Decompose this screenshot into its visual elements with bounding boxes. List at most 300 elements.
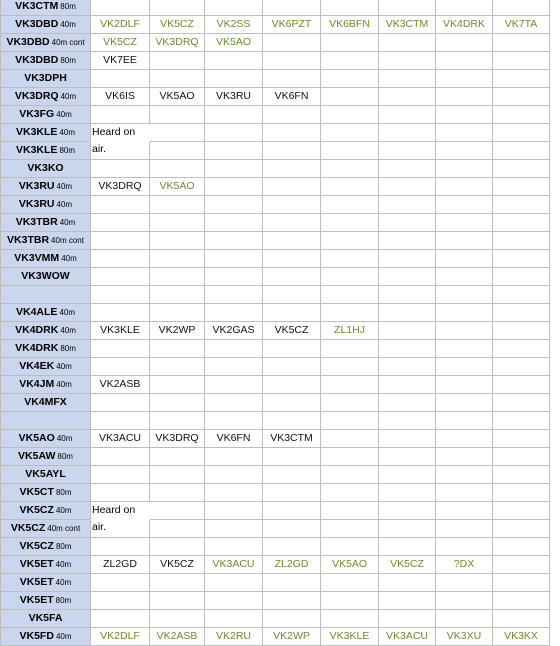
callsign-cell	[0, 196, 91, 214]
band-label: 40m	[56, 362, 72, 371]
contact-cell	[321, 574, 379, 592]
band-label: 40m	[55, 560, 72, 569]
callsign-cell	[0, 52, 91, 70]
contact-cell	[321, 70, 379, 88]
contact-cell	[205, 286, 263, 304]
contact-cell	[205, 520, 263, 538]
contact-cell	[493, 322, 550, 340]
table-row	[0, 232, 560, 250]
table-row	[0, 484, 560, 502]
callsign: VK5ET	[19, 594, 54, 606]
contact-cell	[205, 142, 263, 160]
contact-cell	[263, 502, 321, 520]
contact-cell	[379, 250, 436, 268]
contact-cell	[321, 232, 379, 250]
callsign-cell	[0, 304, 91, 322]
contact-cell	[379, 124, 436, 142]
contact-cell: VK6FN	[263, 88, 321, 106]
callsign-cell	[0, 88, 91, 106]
contact-cell	[205, 304, 263, 322]
contact-cell: VK3KX	[493, 628, 550, 646]
contact-cell: VK7EE	[91, 52, 150, 70]
callsign: VK3KLE	[16, 126, 58, 138]
contact-cell	[263, 70, 321, 88]
contact-cell	[493, 268, 550, 286]
table-row	[0, 592, 560, 610]
band-label: 80m	[57, 452, 73, 461]
contact-cell: ZL1HJ	[321, 322, 379, 340]
callsign-cell	[0, 484, 91, 502]
table-row	[0, 0, 560, 16]
band-label: 40m	[56, 182, 73, 191]
contact-cell	[91, 538, 150, 556]
contact-cell: VK3DRQ	[91, 178, 150, 196]
contact-cell	[150, 70, 205, 88]
table-row	[0, 178, 560, 196]
contact-cell	[91, 358, 150, 376]
callsign-cell	[0, 466, 91, 484]
contact-cell	[436, 466, 493, 484]
contact-cell: VK3KLE	[321, 628, 379, 646]
contact-cell	[263, 124, 321, 142]
contact-cell	[263, 286, 321, 304]
table-row	[0, 142, 560, 160]
contact-cell	[436, 286, 493, 304]
contact-cell	[379, 592, 436, 610]
contact-cell: VK2ASB	[91, 376, 150, 394]
contact-cell	[150, 52, 205, 70]
contact-cell	[321, 466, 379, 484]
callsign: VK3RU	[18, 198, 55, 210]
contact-cell	[205, 70, 263, 88]
contact-cell	[263, 34, 321, 52]
callsign: VK3FG	[19, 108, 55, 120]
contact-cell	[205, 394, 263, 412]
table-row	[0, 556, 560, 574]
contact-cell	[91, 412, 150, 430]
contact-cell	[91, 142, 150, 160]
contact-cell	[263, 412, 321, 430]
contact-cell	[493, 142, 550, 160]
contact-cell	[263, 520, 321, 538]
contact-cell	[436, 34, 493, 52]
contact-cell	[321, 304, 379, 322]
contact-cell	[91, 466, 150, 484]
callsign: VK5CT	[19, 486, 54, 498]
contact-cell	[493, 484, 550, 502]
contact-cell	[379, 268, 436, 286]
callsign-cell	[0, 16, 91, 34]
callsign: VK3KO	[27, 162, 64, 174]
contact-cell	[379, 214, 436, 232]
contact-cell	[436, 178, 493, 196]
contact-cell	[321, 0, 379, 16]
contact-cell	[379, 178, 436, 196]
contact-cell	[321, 430, 379, 448]
band-label: 80m	[60, 344, 76, 353]
table-row	[0, 16, 560, 34]
contact-cell	[263, 484, 321, 502]
band-label: 40m	[59, 218, 76, 227]
note-text: Heard on air.	[91, 124, 150, 142]
contact-cell	[150, 160, 205, 178]
table-row	[0, 574, 560, 592]
contact-cell	[263, 592, 321, 610]
contact-cell	[321, 394, 379, 412]
contact-cell: VK5CZ	[150, 16, 205, 34]
table-row	[0, 88, 560, 106]
contact-cell: VK2ASB	[150, 628, 205, 646]
contact-cell	[321, 52, 379, 70]
contact-cell	[150, 196, 205, 214]
callsign: VK5CZ	[19, 504, 54, 516]
contact-cell	[436, 196, 493, 214]
contact-cell	[493, 286, 550, 304]
callsign-cell	[0, 124, 91, 142]
band-label: 40m	[55, 578, 72, 587]
band-label: 40m	[61, 254, 77, 263]
contact-cell	[150, 232, 205, 250]
contact-cell	[321, 376, 379, 394]
contact-cell	[493, 502, 550, 520]
table-row	[0, 250, 560, 268]
contact-cell	[150, 268, 205, 286]
contact-cell	[321, 268, 379, 286]
contact-cell	[379, 574, 436, 592]
contact-cell	[263, 196, 321, 214]
table-row	[0, 70, 560, 88]
contact-cell	[436, 430, 493, 448]
contact-cell	[379, 466, 436, 484]
callsign-cell	[0, 394, 91, 412]
callsign-cell	[0, 268, 91, 286]
contact-cell	[321, 538, 379, 556]
contact-cell	[436, 574, 493, 592]
contact-cell	[150, 574, 205, 592]
callsign-cell	[0, 0, 91, 16]
contact-cell	[379, 610, 436, 628]
contact-cell	[493, 412, 550, 430]
contact-cell: VK3XU	[436, 628, 493, 646]
contact-cell	[436, 142, 493, 160]
contact-cell: VK2GAS	[205, 322, 263, 340]
contact-cell	[321, 286, 379, 304]
contact-cell	[205, 0, 263, 16]
table-row	[0, 52, 560, 70]
contact-cell	[205, 178, 263, 196]
contact-cell	[263, 394, 321, 412]
contact-cell	[205, 358, 263, 376]
contact-cell	[150, 538, 205, 556]
contact-cell	[436, 322, 493, 340]
contact-cell	[205, 466, 263, 484]
contact-cell	[379, 538, 436, 556]
contact-cell	[91, 484, 150, 502]
table-row	[0, 610, 560, 628]
contact-cell	[493, 178, 550, 196]
contact-cell	[436, 376, 493, 394]
contact-cell	[493, 358, 550, 376]
contact-cell	[493, 466, 550, 484]
contact-cell: ?DX	[436, 556, 493, 574]
contact-cell	[321, 124, 379, 142]
band-label: 80m	[59, 146, 75, 155]
contact-cell	[379, 52, 436, 70]
table-row	[0, 412, 560, 430]
table-row	[0, 340, 560, 358]
contact-cell	[436, 106, 493, 124]
contact-cell	[493, 430, 550, 448]
callsign: VK3KLE	[16, 144, 58, 156]
callsign-cell	[0, 70, 91, 88]
contact-cell	[379, 34, 436, 52]
contact-cell	[150, 502, 205, 520]
contact-cell	[150, 376, 205, 394]
table-row	[0, 322, 560, 340]
contact-cell	[493, 304, 550, 322]
contact-cell	[436, 0, 493, 16]
contact-cell	[263, 178, 321, 196]
contact-cell	[436, 502, 493, 520]
contact-cell	[263, 376, 321, 394]
callsign-cell	[0, 610, 91, 628]
contact-cell	[379, 106, 436, 124]
contact-cell	[205, 196, 263, 214]
contact-cell	[436, 304, 493, 322]
contact-cell	[379, 196, 436, 214]
band-label: 80m	[60, 56, 76, 65]
contact-cell	[150, 0, 205, 16]
contact-cell: VK3CTM	[379, 16, 436, 34]
contact-cell: VK6PZT	[263, 16, 321, 34]
contact-cell	[205, 610, 263, 628]
table-row	[0, 34, 560, 52]
contact-cell	[493, 448, 550, 466]
contact-cell	[379, 412, 436, 430]
table-row	[0, 628, 560, 646]
contact-cell	[321, 160, 379, 178]
contact-cell	[436, 394, 493, 412]
contact-cell	[263, 106, 321, 124]
callsign: VK3RU	[18, 180, 55, 192]
contact-cell	[436, 340, 493, 358]
contact-cell	[91, 250, 150, 268]
contact-cell	[91, 160, 150, 178]
contact-cell	[493, 232, 550, 250]
table-row	[0, 196, 560, 214]
contact-cell: VK2DLF	[91, 16, 150, 34]
contact-cell	[379, 304, 436, 322]
callsign-cell	[0, 286, 91, 304]
contact-cell	[263, 232, 321, 250]
contact-cell	[436, 592, 493, 610]
contact-cell	[263, 448, 321, 466]
contact-cell	[263, 340, 321, 358]
contact-cell: VK3ACU	[91, 430, 150, 448]
callsign: VK4JM	[19, 378, 55, 390]
callsign: VK3DPH	[24, 72, 67, 84]
contact-cell: VK3ACU	[379, 628, 436, 646]
callsign-cell	[0, 214, 91, 232]
callsign-cell	[0, 358, 91, 376]
contact-cell	[493, 610, 550, 628]
callsign-cell	[0, 430, 91, 448]
contact-cell	[91, 232, 150, 250]
contact-cell	[205, 376, 263, 394]
contact-cell	[150, 592, 205, 610]
callsign-cell	[0, 106, 91, 124]
contact-cell: VK2WP	[263, 628, 321, 646]
contact-cell	[150, 124, 205, 142]
band-label: 80m	[60, 2, 76, 11]
contact-cell	[263, 0, 321, 16]
contact-cell	[91, 394, 150, 412]
contact-cell: VK3DRQ	[150, 430, 205, 448]
contact-cell	[205, 214, 263, 232]
contact-cell	[321, 448, 379, 466]
callsign: VK3TBR	[7, 234, 50, 246]
callsign-cell	[0, 232, 91, 250]
contact-cell	[436, 70, 493, 88]
callsign-cell	[0, 520, 91, 538]
band-label: 80m	[55, 488, 72, 497]
contact-cell	[205, 124, 263, 142]
callsign: VK5CZ	[10, 522, 46, 534]
contact-cell	[150, 106, 205, 124]
contact-cell	[493, 70, 550, 88]
callsign: VK3TBR	[15, 216, 58, 228]
contact-cell	[205, 412, 263, 430]
table-row	[0, 448, 560, 466]
contact-cell	[263, 466, 321, 484]
contact-cell	[263, 610, 321, 628]
callsign: VK3DBD	[15, 54, 59, 66]
band-label: 40m	[59, 128, 75, 137]
contact-cell	[379, 232, 436, 250]
contact-cell	[205, 502, 263, 520]
callsign: VK3VMM	[14, 252, 60, 264]
callsign: VK4ALE	[16, 306, 58, 318]
contact-cell	[379, 0, 436, 16]
contact-cell	[321, 34, 379, 52]
contact-cell	[493, 574, 550, 592]
contact-cell	[263, 160, 321, 178]
contact-cell: VK4DRK	[436, 16, 493, 34]
contact-cell: VK7TA	[493, 16, 550, 34]
band-label: 40m	[56, 200, 73, 209]
contact-cell	[379, 394, 436, 412]
contact-cell: VK2DLF	[91, 628, 150, 646]
contact-cell	[205, 160, 263, 178]
band-label: 40m	[60, 326, 76, 335]
contact-cell	[321, 592, 379, 610]
contact-cell	[321, 214, 379, 232]
contact-cell	[493, 556, 550, 574]
callsign-cell	[0, 322, 91, 340]
contact-cell	[493, 160, 550, 178]
contact-cell	[379, 88, 436, 106]
table-row	[0, 214, 560, 232]
contact-cell	[379, 322, 436, 340]
contact-cell	[263, 250, 321, 268]
table-row	[0, 376, 560, 394]
contact-cell	[493, 250, 550, 268]
table-row	[0, 358, 560, 376]
contact-cell	[436, 214, 493, 232]
contact-cell: VK5AO	[150, 88, 205, 106]
contact-cell	[493, 376, 550, 394]
contact-cell: VK3DRQ	[150, 34, 205, 52]
contact-cell: VK2SS	[205, 16, 263, 34]
contact-cell	[150, 520, 205, 538]
contact-cell	[436, 610, 493, 628]
contact-cell: VK6BFN	[321, 16, 379, 34]
contact-cell	[205, 574, 263, 592]
contact-cell	[150, 286, 205, 304]
contact-cell: VK5CZ	[150, 556, 205, 574]
contact-cell	[379, 448, 436, 466]
contact-cell	[321, 484, 379, 502]
table-row	[0, 268, 560, 286]
table-row	[0, 106, 560, 124]
contact-cell	[150, 358, 205, 376]
contact-cell	[205, 52, 263, 70]
contact-cell	[263, 142, 321, 160]
contact-cell	[91, 70, 150, 88]
contact-cell	[91, 592, 150, 610]
contact-cell	[436, 538, 493, 556]
callsign-cell	[0, 250, 91, 268]
contact-cell	[91, 268, 150, 286]
contact-cell: VK2RU	[205, 628, 263, 646]
table-row	[0, 394, 560, 412]
contact-cell	[493, 106, 550, 124]
band-label: 40m	[59, 308, 75, 317]
callsign-cell	[0, 34, 91, 52]
table-row	[0, 538, 560, 556]
contact-cell	[321, 358, 379, 376]
contact-cell	[150, 340, 205, 358]
contact-cell: VK5CZ	[263, 322, 321, 340]
contact-cell	[321, 412, 379, 430]
callsign-cell	[0, 142, 91, 160]
callsign: VK5AYL	[25, 468, 66, 480]
contact-cell	[321, 250, 379, 268]
contact-cell	[150, 142, 205, 160]
contact-cell	[205, 340, 263, 358]
contact-cell: ZL2GD	[91, 556, 150, 574]
callsign-cell	[0, 448, 91, 466]
band-label: 40m cont	[47, 524, 81, 533]
callsign-cell	[0, 412, 91, 430]
contact-cell	[263, 304, 321, 322]
contact-cell	[321, 88, 379, 106]
contact-cell: VK6FN	[205, 430, 263, 448]
callsign-cell	[0, 502, 91, 520]
contact-cell	[321, 520, 379, 538]
band-label: 40m	[55, 632, 72, 641]
contact-cell	[379, 376, 436, 394]
contact-cell	[493, 520, 550, 538]
contact-cell: VK5AO	[205, 34, 263, 52]
table-row	[0, 286, 560, 304]
band-label: 40m	[60, 20, 76, 29]
contact-cell	[150, 214, 205, 232]
band-label: 40m	[55, 506, 72, 515]
band-label: 40m	[56, 434, 73, 443]
contact-cell	[321, 610, 379, 628]
contact-cell	[150, 250, 205, 268]
